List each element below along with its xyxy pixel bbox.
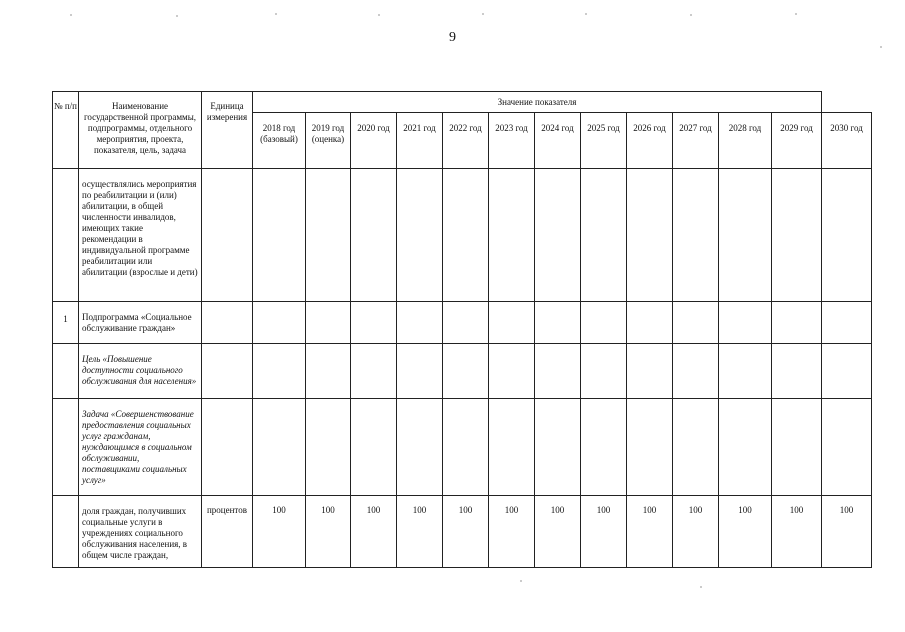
row-value — [719, 302, 772, 344]
header-unit: Единица измерения — [202, 92, 253, 169]
row-value — [397, 399, 443, 496]
row-name: Задача «Совершенствование предоставления социальных услуг гражданам, нуждающимся в социальном обслуживании, поставщиками социальных услуг» — [79, 399, 202, 496]
row-value — [489, 344, 535, 399]
row-value — [443, 399, 489, 496]
row-value — [306, 399, 351, 496]
row-value: 100 — [351, 496, 397, 568]
header-values-group: Значение показателя — [253, 92, 822, 113]
row-value — [489, 399, 535, 496]
row-value — [772, 302, 822, 344]
row-value — [306, 169, 351, 302]
row-value — [772, 399, 822, 496]
row-number — [53, 344, 79, 399]
header-name: Наименование государственной программы, подпрограммы, отдельного мероприятия, проекта, показателя, цель, задача — [79, 92, 202, 169]
table-row — [53, 344, 872, 399]
row-value — [673, 169, 719, 302]
header-year: 2024 год — [535, 113, 581, 169]
header-year: 2019 год (оценка) — [306, 113, 351, 169]
row-value — [535, 399, 581, 496]
row-value — [535, 344, 581, 399]
table-row — [53, 496, 872, 568]
row-value — [581, 302, 627, 344]
row-value — [822, 344, 872, 399]
row-value: 100 — [627, 496, 673, 568]
row-unit: процентов — [202, 496, 253, 568]
row-value — [581, 399, 627, 496]
row-value: 100 — [719, 496, 772, 568]
row-value: 100 — [253, 496, 306, 568]
row-value — [306, 344, 351, 399]
row-value — [581, 169, 627, 302]
row-value — [627, 399, 673, 496]
row-value — [627, 344, 673, 399]
row-value — [253, 344, 306, 399]
row-value — [489, 302, 535, 344]
row-value: 100 — [443, 496, 489, 568]
header-year: 2021 год — [397, 113, 443, 169]
row-value — [397, 169, 443, 302]
table-row — [53, 302, 872, 344]
row-unit — [202, 302, 253, 344]
row-value — [772, 344, 822, 399]
row-value — [822, 169, 872, 302]
row-name: Цель «Повышение доступности социального обслуживания для населения» — [79, 344, 202, 399]
header-year: 2030 год — [822, 113, 872, 169]
row-value — [627, 169, 673, 302]
page-number: 9 — [449, 30, 456, 45]
row-value — [673, 399, 719, 496]
header-year: 2022 год — [443, 113, 489, 169]
header-year: 2029 год — [772, 113, 822, 169]
row-value: 100 — [535, 496, 581, 568]
row-value — [253, 399, 306, 496]
row-unit — [202, 399, 253, 496]
row-value — [351, 302, 397, 344]
row-value: 100 — [489, 496, 535, 568]
row-value — [581, 344, 627, 399]
table-row — [53, 169, 872, 302]
row-value — [443, 169, 489, 302]
row-value — [443, 344, 489, 399]
row-value — [719, 344, 772, 399]
table-row — [53, 399, 872, 496]
row-value — [673, 302, 719, 344]
row-value — [253, 302, 306, 344]
row-name: осуществлялись мероприятия по реабилитации и (или) абилитации, в общей численности инвалидов, имеющих такие рекомендации в индивидуальной программе реабилитации или абилитации (взрослые и дети) — [79, 169, 202, 302]
row-value — [719, 399, 772, 496]
row-value — [351, 169, 397, 302]
row-value: 100 — [673, 496, 719, 568]
row-value — [772, 169, 822, 302]
row-value — [443, 302, 489, 344]
row-value — [397, 344, 443, 399]
row-number: 1 — [53, 302, 79, 344]
header-year: 2028 год — [719, 113, 772, 169]
row-value: 100 — [822, 496, 872, 568]
row-value: 100 — [581, 496, 627, 568]
row-value — [535, 302, 581, 344]
header-row-1 — [53, 92, 872, 113]
row-value — [822, 302, 872, 344]
row-value — [535, 169, 581, 302]
row-value — [351, 399, 397, 496]
row-value: 100 — [397, 496, 443, 568]
header-year: 2025 год — [581, 113, 627, 169]
row-value: 100 — [772, 496, 822, 568]
row-value — [253, 169, 306, 302]
header-year: 2023 год — [489, 113, 535, 169]
row-name: Подпрограмма «Социальное обслуживание граждан» — [79, 302, 202, 344]
header-year: 2020 год — [351, 113, 397, 169]
header-year: 2018 год (базовый) — [253, 113, 306, 169]
row-value — [306, 302, 351, 344]
indicator-table — [52, 91, 872, 568]
row-unit — [202, 169, 253, 302]
row-number — [53, 496, 79, 568]
header-year: 2026 год — [627, 113, 673, 169]
row-value — [673, 344, 719, 399]
row-value — [822, 399, 872, 496]
row-value — [719, 169, 772, 302]
row-value — [397, 302, 443, 344]
header-num: № п/п — [53, 92, 79, 169]
row-name: доля граждан, получивших социальные услуги в учреждениях социального обслуживания населения, в общем числе граждан, — [79, 496, 202, 568]
header-year: 2027 год — [673, 113, 719, 169]
row-unit — [202, 344, 253, 399]
row-number — [53, 399, 79, 496]
row-value — [489, 169, 535, 302]
row-number — [53, 169, 79, 302]
row-value — [627, 302, 673, 344]
row-value: 100 — [306, 496, 351, 568]
row-value — [351, 344, 397, 399]
